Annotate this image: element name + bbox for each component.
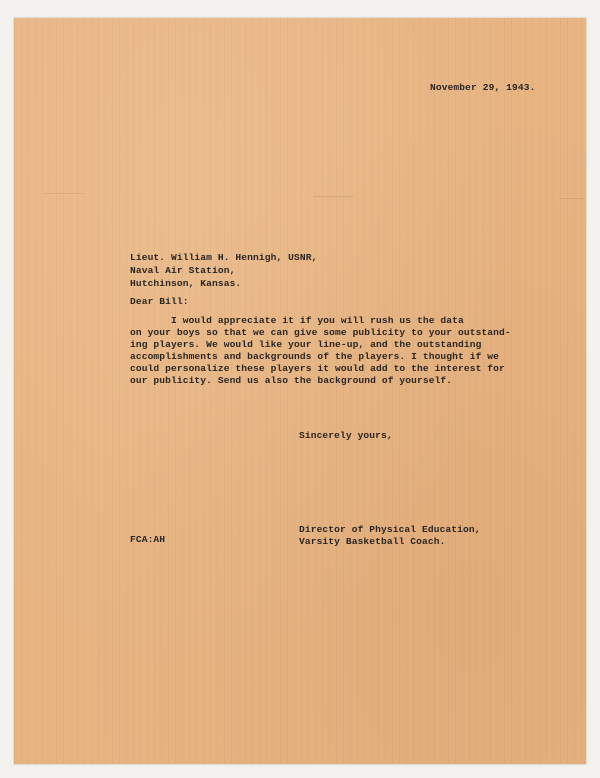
body-line: accomplishments and backgrounds of the players. I thought if we [130, 351, 500, 362]
letter-page [14, 18, 586, 764]
fold-crease [314, 196, 354, 197]
recipient-city: Hutchinson, Kansas. [130, 278, 242, 289]
letter-date: November 29, 1943. [430, 82, 536, 93]
recipient-name: Lieut. William H. Hennigh, USNR, [130, 252, 318, 263]
body-line: could personalize these players it would add to the interest for [130, 363, 505, 374]
fold-crease [559, 198, 584, 199]
signature-title-line2: Varsity Basketball Coach. [299, 536, 446, 547]
body-line: ing players. We would like your line-up, and the outstanding [130, 339, 482, 350]
salutation: Dear Bill: [130, 296, 189, 307]
fold-crease [44, 193, 84, 194]
body-line: on your boys so that we can give some publicity to your outstand- [130, 327, 511, 338]
body-line: our publicity. Send us also the background of yourself. [130, 375, 453, 386]
signature-title-line1: Director of Physical Education, [299, 524, 481, 535]
typist-initials: FCA:AH [130, 534, 166, 545]
body-line: I would appreciate it if you will rush us the data [130, 315, 464, 326]
recipient-station: Naval Air Station, [130, 265, 236, 276]
closing: Sincerely yours, [299, 430, 393, 441]
